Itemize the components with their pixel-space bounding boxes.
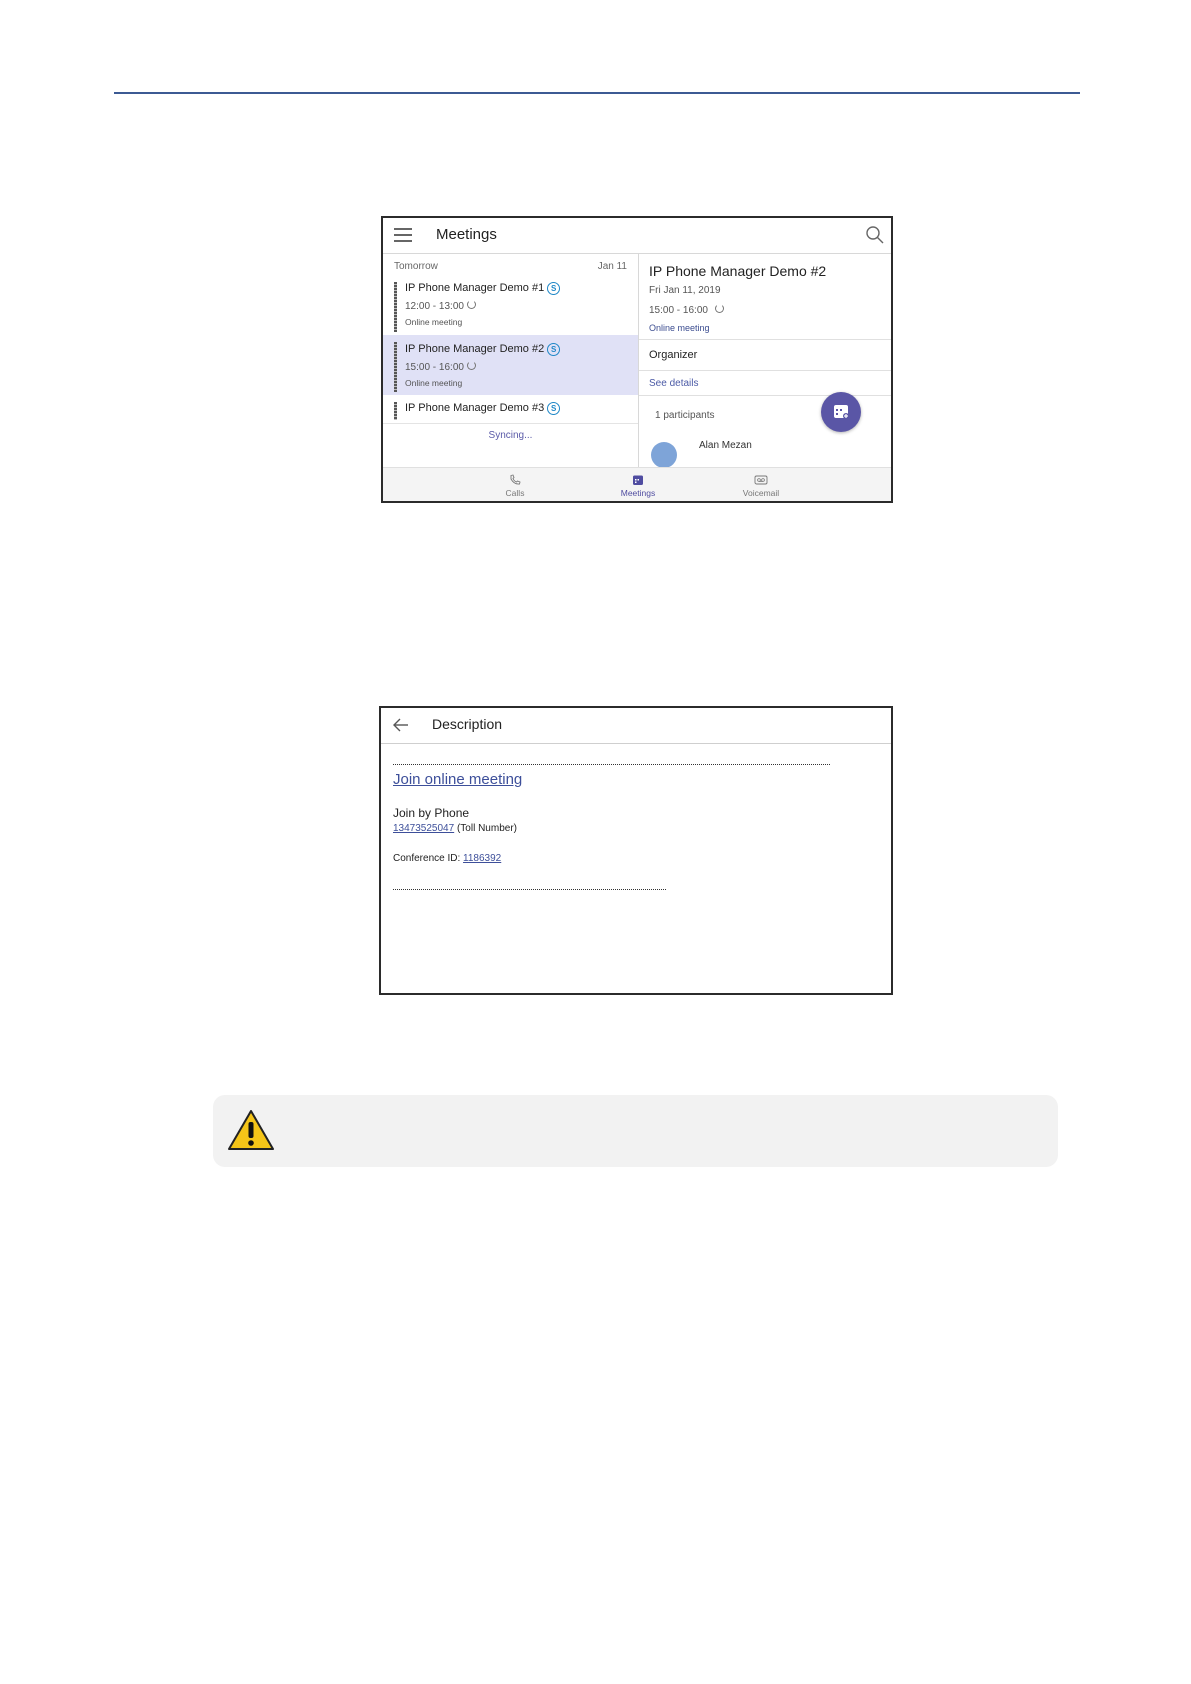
meeting-title: IP Phone Manager Demo #1 xyxy=(405,282,545,294)
warning-note-box xyxy=(213,1095,1058,1167)
meeting-online-label: Online meeting xyxy=(405,317,463,327)
detail-title: IP Phone Manager Demo #2 xyxy=(649,263,827,279)
nav-calls-label: Calls xyxy=(505,488,525,498)
detail-time: 15:00 - 16:00 xyxy=(649,305,708,316)
toll-number-label: (Toll Number) xyxy=(456,823,517,834)
screen-title: Meetings xyxy=(436,226,497,243)
new-meeting-button[interactable] xyxy=(821,392,861,432)
list-divider xyxy=(383,423,638,424)
calendar-icon xyxy=(632,474,644,486)
description-top-bar xyxy=(381,708,891,744)
back-arrow-icon[interactable] xyxy=(392,717,410,733)
skype-icon: S xyxy=(547,402,560,415)
meeting-time: 15:00 - 16:00 xyxy=(405,362,464,373)
participant-name: Alan Mezan xyxy=(699,440,752,451)
meeting-list xyxy=(383,253,639,467)
meeting-title: IP Phone Manager Demo #3 xyxy=(405,402,545,414)
recurring-icon xyxy=(467,300,476,309)
meeting-detail-pane xyxy=(639,253,891,467)
meeting-list-item-selected[interactable] xyxy=(383,335,638,395)
day-label: Tomorrow xyxy=(394,261,438,272)
join-by-phone-label: Join by Phone xyxy=(393,806,470,820)
detail-divider xyxy=(639,370,891,371)
warning-icon xyxy=(227,1109,275,1151)
nav-voicemail[interactable] xyxy=(721,474,801,498)
meeting-status-bar xyxy=(394,342,397,392)
meetings-screenshot xyxy=(381,216,893,503)
bottom-nav xyxy=(383,467,891,503)
conference-id-label: Conference ID: xyxy=(393,853,461,864)
voicemail-icon xyxy=(754,474,768,486)
detail-date: Fri Jan 11, 2019 xyxy=(649,285,721,296)
meeting-status-bar xyxy=(394,282,397,332)
recurring-icon xyxy=(715,304,724,313)
hamburger-menu-icon[interactable] xyxy=(394,228,412,242)
skype-icon: S xyxy=(547,282,560,295)
meeting-list-item[interactable] xyxy=(383,399,638,423)
screen-title: Description xyxy=(432,716,503,732)
see-details-link[interactable]: See details xyxy=(649,378,699,389)
organizer-label: Organizer xyxy=(649,349,698,361)
skype-icon: S xyxy=(547,343,560,356)
avatar xyxy=(651,442,677,468)
nav-calls[interactable] xyxy=(475,474,555,498)
page-header-rule xyxy=(114,92,1080,94)
description-screenshot xyxy=(379,706,893,995)
phone-number-link[interactable]: 13473525047 xyxy=(393,823,455,834)
dotted-separator xyxy=(393,764,830,765)
meeting-list-item[interactable] xyxy=(383,279,638,339)
day-header xyxy=(394,261,627,272)
phone-icon xyxy=(509,474,521,486)
conference-id-link[interactable]: 1186392 xyxy=(463,853,502,864)
conference-line xyxy=(393,853,501,864)
nav-meetings-label: Meetings xyxy=(620,488,656,498)
meetings-top-bar xyxy=(383,218,891,254)
calendar-add-icon xyxy=(821,392,861,432)
syncing-status: Syncing... xyxy=(488,430,533,441)
meeting-title: IP Phone Manager Demo #2 xyxy=(405,343,545,355)
search-icon[interactable] xyxy=(865,225,885,245)
phone-line xyxy=(393,823,517,834)
dotted-separator xyxy=(393,889,666,890)
day-date: Jan 11 xyxy=(597,261,627,272)
meeting-online-label: Online meeting xyxy=(405,378,463,388)
meeting-time: 12:00 - 13:00 xyxy=(405,301,464,312)
meeting-status-bar xyxy=(394,402,397,420)
join-online-meeting-link[interactable]: Join online meeting xyxy=(393,771,523,788)
detail-divider xyxy=(639,339,891,340)
nav-meetings[interactable] xyxy=(598,474,678,498)
participants-count: 1 participants xyxy=(655,410,715,421)
nav-voicemail-label: Voicemail xyxy=(742,488,780,498)
detail-online-label: Online meeting xyxy=(649,323,710,333)
recurring-icon xyxy=(467,361,476,370)
